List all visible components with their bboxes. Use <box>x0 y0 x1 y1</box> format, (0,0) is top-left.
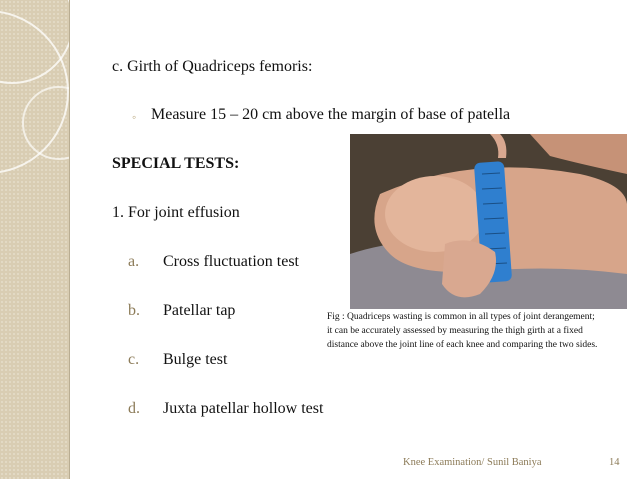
test-item-bulge: Bulge test <box>163 351 228 368</box>
decorative-sidebar <box>0 0 69 479</box>
photo-illustration <box>350 134 627 316</box>
list-letter: b. <box>128 302 140 319</box>
special-tests-heading: SPECIAL TESTS: <box>112 155 240 172</box>
list-letter: c. <box>128 351 140 368</box>
list-letter: d. <box>128 400 140 417</box>
bullet-circle-icon: ◦ <box>132 110 137 124</box>
test-item-patellar-tap: Patellar tap <box>163 302 236 319</box>
test-item-cross-fluctuation: Cross fluctuation test <box>163 253 299 270</box>
footer-text: Knee Examination/ Sunil Baniya <box>403 457 542 468</box>
joint-effusion-heading: 1. For joint effusion <box>112 204 240 221</box>
thigh-measurement-photo <box>350 134 627 316</box>
heading-girth: c. Girth of Quadriceps femoris: <box>112 58 313 75</box>
test-item-juxta-patellar: Juxta patellar hollow test <box>163 400 324 417</box>
page-number: 14 <box>609 457 620 468</box>
figure-caption <box>325 309 635 353</box>
caption-line: distance above the joint line of each knee and comparing the two sides. <box>327 340 598 350</box>
caption-line: it can be accurately assessed by measuring the thigh girth at a fixed <box>327 326 583 336</box>
sidebar-divider <box>69 0 70 479</box>
measure-text: Measure 15 – 20 cm above the margin of base of patella <box>151 106 511 123</box>
caption-line: Fig : Quadriceps wasting is common in all types of joint derangement; <box>327 312 595 322</box>
list-letter: a. <box>128 253 140 270</box>
